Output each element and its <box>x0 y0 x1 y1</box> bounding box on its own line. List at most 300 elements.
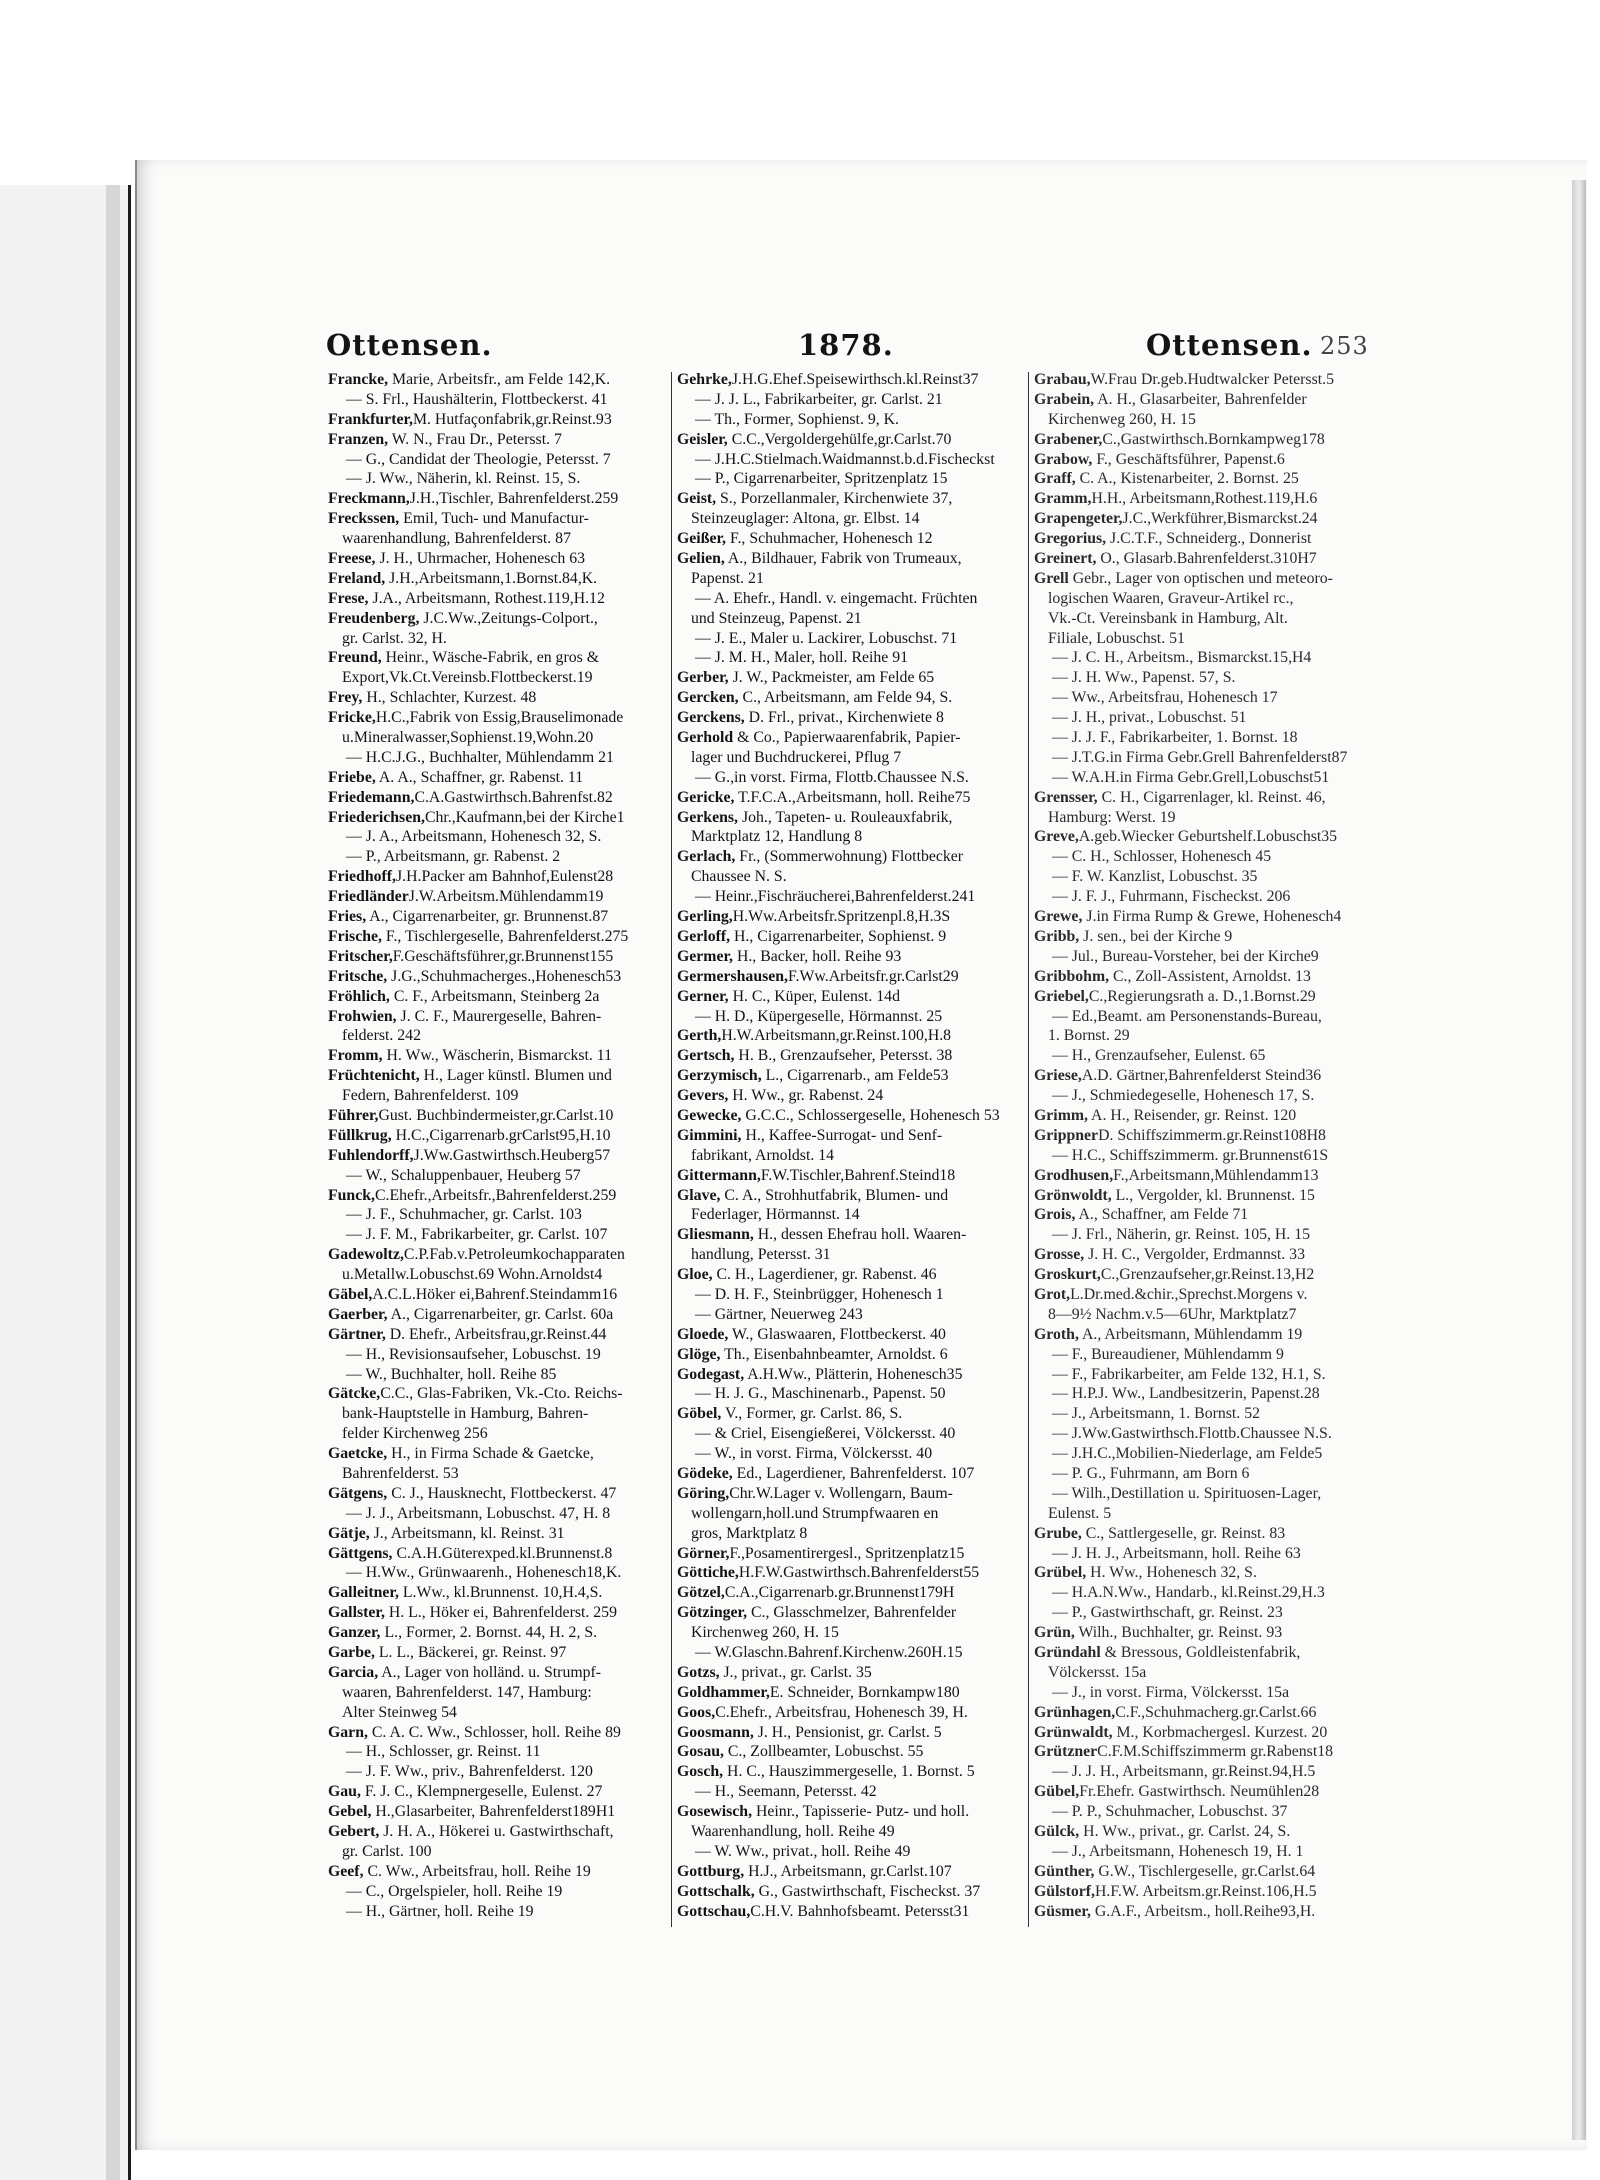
directory-sub-entry <box>677 1643 1022 1663</box>
entry-surname: Gärtner, <box>328 1325 386 1343</box>
directory-entry-continuation <box>328 1703 673 1723</box>
directory-sub-entry <box>677 410 1022 430</box>
entry-details: F., Tischlergeselle, Bahrenfelderst.275 <box>381 927 629 945</box>
directory-entry <box>328 1245 673 1265</box>
entry-details: — H., Revisionsaufseher, Lobuschst. 19 <box>346 1345 601 1363</box>
directory-sub-entry <box>1034 668 1379 688</box>
directory-entry <box>328 768 673 788</box>
directory-entry <box>1034 529 1379 549</box>
directory-entry <box>1034 1623 1379 1643</box>
entry-details: — H.P.J. Ww., Landbesitzerin, Papenst.28 <box>1052 1385 1320 1403</box>
entry-details: J.Ww.Gastwirthsch.Heuberg57 <box>413 1146 611 1164</box>
directory-sub-entry <box>677 1782 1022 1802</box>
directory-entry-continuation <box>677 867 1022 887</box>
directory-sub-entry <box>677 1007 1022 1027</box>
entry-surname: Goosmann, <box>677 1723 754 1741</box>
directory-entry-continuation <box>677 609 1022 629</box>
entry-details: J. H. C., Vergolder, Erdmannst. 33 <box>1084 1246 1305 1264</box>
directory-entry-continuation <box>677 1504 1022 1524</box>
directory-entry <box>328 1007 673 1027</box>
entry-details: J. H., Uhrmacher, Hohenesch 63 <box>375 550 586 568</box>
entry-details: J. sen., bei der Kirche 9 <box>1079 927 1233 945</box>
directory-sub-entry <box>1034 1444 1379 1464</box>
directory-entry <box>328 589 673 609</box>
directory-entry-continuation <box>328 629 673 649</box>
directory-sub-entry <box>328 1762 673 1782</box>
directory-sub-entry <box>1034 1802 1379 1822</box>
entry-details: D. Ehefr., Arbeitsfrau,gr.Reinst.44 <box>385 1325 607 1343</box>
entry-surname: Germershausen, <box>677 967 789 985</box>
directory-entry <box>1034 450 1379 470</box>
directory-sub-entry <box>677 1305 1022 1325</box>
entry-surname: Gevers, <box>677 1087 729 1105</box>
entry-surname: Godegast, <box>677 1365 745 1383</box>
page-edge <box>1572 180 1586 2140</box>
entry-details: Eulenst. 5 <box>1048 1504 1112 1522</box>
entry-surname: Grabener, <box>1034 430 1103 448</box>
entry-details: F., Geschäftsführer, Papenst.6 <box>1092 450 1285 468</box>
entry-details: H. Ww., Hohenesch 32, S. <box>1086 1564 1257 1582</box>
directory-entry <box>328 1802 673 1822</box>
entry-details: C.F.,Schuhmacherg.gr.Carlst.66 <box>1115 1703 1317 1721</box>
directory-sub-entry <box>328 1205 673 1225</box>
directory-sub-entry <box>328 748 673 768</box>
entry-details: — J., in vorst. Firma, Völckersst. 15a <box>1052 1683 1290 1701</box>
directory-entry <box>677 1265 1022 1285</box>
entry-details: H.Ww.Arbeitsfr.Spritzenpl.8,H.3S <box>732 908 951 926</box>
directory-entry-continuation <box>1034 1663 1379 1683</box>
directory-entry <box>328 808 673 828</box>
entry-details: C.,Gastwirthsch.Bornkampweg178 <box>1102 430 1325 448</box>
directory-sub-entry <box>328 450 673 470</box>
entry-details: — J. Ww., Näherin, kl. Reinst. 15, S. <box>346 470 581 488</box>
directory-sub-entry <box>328 847 673 867</box>
entry-surname: Griese, <box>1034 1067 1082 1085</box>
entry-details: V., Former, gr. Carlst. 86, S. <box>721 1405 903 1423</box>
directory-entry <box>1034 927 1379 947</box>
entry-details: F.,Arbeitsmann,Mühlendamm13 <box>1113 1166 1319 1184</box>
entry-surname: Fricke, <box>328 709 376 727</box>
entry-surname: Gelien, <box>677 550 725 568</box>
entry-details: H., Cigarrenarbeiter, Sophienst. 9 <box>730 927 947 945</box>
entry-details: — P. P., Schuhmacher, Lobuschst. 37 <box>1052 1803 1288 1821</box>
entry-details: gros, Marktplatz 8 <box>691 1524 808 1542</box>
directory-entry <box>1034 1126 1379 1146</box>
directory-entry <box>677 1583 1022 1603</box>
entry-details: J.A., Arbeitsmann, Rothest.119,H.12 <box>368 589 605 607</box>
entry-surname: Germer, <box>677 947 733 965</box>
entry-surname: Gosau, <box>677 1743 724 1761</box>
directory-entry <box>677 1186 1022 1206</box>
entry-details: J. W., Packmeister, am Felde 65 <box>728 669 935 687</box>
directory-sub-entry <box>1034 1603 1379 1623</box>
directory-entry <box>328 1663 673 1683</box>
directory-entry <box>328 1583 673 1603</box>
entry-details: — J. Frl., Näherin, gr. Reinst. 105, H. 15 <box>1052 1226 1311 1244</box>
directory-sub-entry <box>328 1166 673 1186</box>
entry-surname: Francke, <box>328 371 389 388</box>
entry-details: — H.Ww., Grünwaarenh., Hohenesch18,K. <box>346 1564 622 1582</box>
entry-details: — J. H. Ww., Papenst. 57, S. <box>1052 669 1236 687</box>
entry-surname: Gregorius, <box>1034 530 1107 548</box>
entry-details: L.Ww., kl.Brunnenst. 10,H.4,S. <box>398 1584 603 1602</box>
directory-sub-entry <box>1034 1464 1379 1484</box>
entry-details: C., Sattlergeselle, gr. Reinst. 83 <box>1081 1524 1286 1542</box>
directory-entry-continuation <box>1034 629 1379 649</box>
directory-entry <box>328 430 673 450</box>
entry-surname: Freckssen, <box>328 510 400 528</box>
entry-details: — G.,in vorst. Firma, Flottb.Chaussee N.S. <box>695 768 969 786</box>
entry-surname: Grabein, <box>1034 390 1095 408</box>
directory-sub-entry <box>328 1504 673 1524</box>
directory-entry-continuation <box>677 1245 1022 1265</box>
directory-entry-continuation <box>328 668 673 688</box>
entry-details: — J. A., Arbeitsmann, Hohenesch 32, S. <box>346 828 602 846</box>
directory-entry-continuation <box>328 728 673 748</box>
directory-sub-entry <box>677 450 1022 470</box>
entry-details: Vk.-Ct. Vereinsbank in Hamburg, Alt. <box>1048 609 1288 627</box>
directory-entry <box>328 1643 673 1663</box>
entry-surname: Funck, <box>328 1186 375 1204</box>
entry-details: fabrikant, Arnoldst. 14 <box>691 1146 835 1164</box>
entry-surname: Frankfurter, <box>328 410 413 428</box>
directory-sub-entry <box>1034 1762 1379 1782</box>
entry-details: Ed., Lagerdiener, Bahrenfelderst. 107 <box>732 1464 975 1482</box>
directory-entry <box>1034 1563 1379 1583</box>
directory-entry <box>328 688 673 708</box>
entry-details: Steinzeuglager: Altona, gr. Elbst. 14 <box>691 510 920 528</box>
directory-sub-entry <box>328 1563 673 1583</box>
directory-entry <box>328 489 673 509</box>
entry-surname: Gericke, <box>677 788 735 806</box>
directory-sub-entry <box>1034 1424 1379 1444</box>
entry-details: waarenhandlung, Bahrenfelderst. 87 <box>342 530 571 548</box>
directory-entry-continuation <box>677 569 1022 589</box>
entry-details: C., Glasschmelzer, Bahrenfelder <box>747 1604 957 1622</box>
entry-details: C. H., Lagerdiener, gr. Rabenst. 46 <box>712 1266 937 1284</box>
directory-entry <box>328 788 673 808</box>
directory-entry <box>328 1305 673 1325</box>
directory-entry <box>677 489 1022 509</box>
entry-details: C. F., Arbeitsmann, Steinberg 2a <box>389 987 600 1005</box>
entry-details: J.W.Arbeitsm.Mühlendamm19 <box>408 888 604 906</box>
directory-entry <box>328 1782 673 1802</box>
entry-details: — P., Arbeitsmann, gr. Rabenst. 2 <box>346 848 561 866</box>
header-year: 1878. <box>798 328 894 362</box>
entry-details: C., Zollbeamter, Lobuschst. 55 <box>723 1743 924 1761</box>
entry-details: & Bressous, Goldleistenfabrik, <box>1100 1644 1301 1661</box>
entry-surname: Gercken, <box>677 689 739 707</box>
entry-details: Filiale, Lobuschst. 51 <box>1048 629 1185 647</box>
entry-details: A. H., Reisender, gr. Reinst. 120 <box>1087 1106 1297 1124</box>
entry-details: A., Schaffner, am Felde 71 <box>1075 1206 1249 1224</box>
directory-entry <box>677 529 1022 549</box>
entry-surname: Gottschau, <box>677 1902 751 1920</box>
entry-details: L.Dr.med.&chir.,Sprechst.Morgens v. <box>1070 1285 1308 1303</box>
directory-entry <box>677 1484 1022 1504</box>
entry-details: H.F.W. Arbeitsm.gr.Reinst.106,H.5 <box>1095 1882 1317 1900</box>
entry-surname: Gerloff, <box>677 927 731 945</box>
directory-entry <box>677 847 1022 867</box>
entry-surname: Grimm, <box>1034 1106 1088 1124</box>
entry-details: H. Ww., gr. Rabenst. 24 <box>728 1087 884 1105</box>
entry-surname: Gertsch, <box>677 1047 735 1065</box>
entry-details: — G., Candidat der Theologie, Petersst. 7 <box>346 450 611 468</box>
entry-surname: Gebel, <box>328 1803 372 1821</box>
directory-sub-entry <box>677 390 1022 410</box>
directory-entry <box>328 370 673 390</box>
entry-surname: Grodhusen, <box>1034 1166 1114 1184</box>
directory-sub-entry <box>677 629 1022 649</box>
directory-sub-entry <box>1034 887 1379 907</box>
directory-entry-continuation <box>677 509 1022 529</box>
directory-sub-entry <box>677 589 1022 609</box>
directory-sub-entry <box>1034 1225 1379 1245</box>
directory-entry <box>328 867 673 887</box>
entry-details: C.F.M.Schiffszimmerm gr.Rabenst18 <box>1097 1743 1333 1761</box>
directory-entry <box>328 549 673 569</box>
directory-entry-continuation <box>1034 1504 1379 1524</box>
entry-surname: Grünwaldt, <box>1034 1723 1113 1741</box>
directory-entry <box>677 1026 1022 1046</box>
entry-surname: Gätcke, <box>328 1385 381 1403</box>
entry-surname: Gerth, <box>677 1027 722 1045</box>
entry-details: — J. M. H., Maler, holl. Reihe 91 <box>695 649 909 667</box>
entry-details: F.Ww.Arbeitsfr.gr.Carlst29 <box>788 967 959 985</box>
entry-surname: Fries, <box>328 908 367 926</box>
entry-details: F.,Posamentirergesl., Spritzenplatz15 <box>729 1544 965 1562</box>
directory-entry <box>677 1225 1022 1245</box>
entry-details: D. Schiffszimmerm.gr.Reinst108H8 <box>1098 1126 1326 1144</box>
entry-details: wollengarn,holl.und Strumpfwaaren en <box>691 1504 939 1522</box>
directory-sub-entry <box>328 1882 673 1902</box>
directory-column-1 <box>328 370 673 1921</box>
entry-details: A., Cigarrenarbeiter, gr. Brunnenst.87 <box>366 908 609 926</box>
directory-entry <box>1034 1106 1379 1126</box>
entry-details: Völckersst. 15a <box>1048 1663 1147 1681</box>
entry-details: — J., Arbeitsmann, 1. Bornst. 52 <box>1052 1405 1260 1423</box>
entry-details: H. B., Grenzaufseher, Petersst. 38 <box>734 1047 953 1065</box>
entry-details: lager und Buchdruckerei, Pflug 7 <box>691 748 902 766</box>
entry-surname: Gehrke, <box>677 371 732 388</box>
entry-details: — Jul., Bureau-Vorsteher, bei der Kirche9 <box>1052 947 1319 965</box>
directory-entry <box>1034 1902 1379 1922</box>
column-divider <box>1028 372 1029 1927</box>
entry-details: gr. Carlst. 100 <box>342 1842 432 1860</box>
entry-details: C.A.Gastwirthsch.Bahrenfst.82 <box>414 788 613 806</box>
entry-surname: Gerber, <box>677 669 729 687</box>
directory-entry <box>677 907 1022 927</box>
entry-surname: Göttiche, <box>677 1564 739 1582</box>
directory-entry <box>677 370 1022 390</box>
entry-surname: Görner, <box>677 1544 730 1562</box>
entry-surname: Gottburg, <box>677 1862 745 1880</box>
directory-sub-entry <box>1034 1365 1379 1385</box>
entry-details: — Heinr.,Fischräucherei,Bahrenfelderst.241 <box>695 888 976 906</box>
entry-details: C., Zoll-Assistent, Arnoldst. 13 <box>1109 967 1311 985</box>
directory-entry <box>1034 1643 1379 1663</box>
entry-details: H., Backer, holl. Reihe 93 <box>733 947 902 965</box>
directory-sub-entry <box>677 1384 1022 1404</box>
entry-surname: Grell <box>1034 569 1069 587</box>
directory-sub-entry <box>1034 648 1379 668</box>
directory-entry-continuation <box>328 1404 673 1424</box>
entry-surname: Graff, <box>1034 470 1076 488</box>
directory-entry-continuation <box>677 1146 1022 1166</box>
entry-details: C.,Grenzaufseher,gr.Reinst.13,H2 <box>1100 1266 1315 1284</box>
directory-entry <box>677 1046 1022 1066</box>
entry-details: — H.C., Schiffszimmerm. gr.Brunnenst61S <box>1052 1146 1329 1164</box>
entry-details: Waarenhandlung, holl. Reihe 49 <box>691 1823 895 1841</box>
entry-surname: Gerner, <box>677 987 729 1005</box>
directory-sub-entry <box>328 1902 673 1922</box>
directory-entry <box>1034 390 1379 410</box>
entry-surname: Galleitner, <box>328 1584 399 1602</box>
entry-details: H. Ww., Wäscherin, Bismarckst. 11 <box>382 1047 612 1065</box>
directory-entry <box>677 1086 1022 1106</box>
entry-details: J.H.Packer am Bahnhof,Eulenst28 <box>396 868 614 886</box>
entry-details: Kirchenweg 260, H. 15 <box>691 1624 839 1642</box>
entry-surname: Frey, <box>328 689 363 707</box>
directory-entry <box>677 1106 1022 1126</box>
directory-entry <box>1034 1742 1379 1762</box>
directory-entry <box>328 927 673 947</box>
entry-surname: Gründahl <box>1034 1644 1101 1661</box>
directory-entry <box>677 1683 1022 1703</box>
directory-entry <box>328 1106 673 1126</box>
directory-entry <box>677 1166 1022 1186</box>
entry-surname: Freckmann, <box>328 490 410 508</box>
entry-details: — W.A.H.in Firma Gebr.Grell,Lobuschst51 <box>1052 768 1330 786</box>
entry-surname: Günther, <box>1034 1862 1095 1880</box>
entry-details: J., privat., gr. Carlst. 35 <box>719 1663 872 1681</box>
entry-details: — & Criel, Eisengießerei, Völckersst. 40 <box>695 1425 956 1443</box>
entry-details: Export,Vk.Ct.Vereinsb.Flottbeckerst.19 <box>342 669 593 687</box>
directory-sub-entry <box>677 1842 1022 1862</box>
entry-details: — Ww., Arbeitsfrau, Hohenesch 17 <box>1052 689 1278 707</box>
entry-surname: Götzinger, <box>677 1604 748 1622</box>
directory-entry <box>328 1146 673 1166</box>
entry-details: — J.H.C.,Mobilien-Niederlage, am Felde5 <box>1052 1445 1323 1463</box>
directory-entry-continuation <box>1034 1026 1379 1046</box>
directory-entry <box>677 1603 1022 1623</box>
directory-entry <box>677 1404 1022 1424</box>
entry-surname: Gaerber, <box>328 1305 388 1323</box>
entry-details: — D. H. F., Steinbrügger, Hohenesch 1 <box>695 1285 944 1303</box>
entry-details: — W., in vorst. Firma, Völckersst. 40 <box>695 1445 933 1463</box>
entry-surname: Gülck, <box>1034 1823 1080 1841</box>
entry-surname: Göbel, <box>677 1405 722 1423</box>
directory-entry <box>677 549 1022 569</box>
entry-surname: Grün, <box>1034 1624 1075 1642</box>
entry-details: A., Arbeitsmann, Mühlendamm 19 <box>1078 1325 1303 1343</box>
entry-details: u.Mineralwasser,Sophienst.19,Wohn.20 <box>342 729 594 747</box>
entry-details: F.Geschäftsführer,gr.Brunnenst155 <box>392 947 614 965</box>
directory-entry <box>328 1544 673 1564</box>
entry-details: — J. H. J., Arbeitsmann, holl. Reihe 63 <box>1052 1544 1301 1562</box>
directory-entry-continuation <box>328 1683 673 1703</box>
entry-details: C.C.,Vergoldergehülfe,gr.Carlst.70 <box>727 430 952 448</box>
directory-entry <box>328 1186 673 1206</box>
entry-details: Fr., (Sommerwohnung) Flottbecker <box>735 848 964 866</box>
entry-surname: Güsmer, <box>1034 1902 1091 1920</box>
entry-surname: Gerlach, <box>677 848 736 866</box>
directory-entry-continuation <box>1034 589 1379 609</box>
entry-details: G.W., Tischlergeselle, gr.Carlst.64 <box>1094 1862 1316 1880</box>
directory-entry-continuation <box>1034 410 1379 430</box>
directory-entry <box>1034 489 1379 509</box>
entry-surname: Friebe, <box>328 768 376 786</box>
entry-details: — C., Orgelspieler, holl. Reihe 19 <box>346 1882 563 1900</box>
entry-surname: Goldhammer, <box>677 1683 770 1701</box>
directory-entry <box>1034 1166 1379 1186</box>
entry-details: — W., Schaluppenbauer, Heuberg 57 <box>346 1166 581 1184</box>
directory-entry <box>328 1723 673 1743</box>
entry-details: — H., Seemann, Petersst. 42 <box>695 1783 877 1801</box>
entry-details: Federlager, Hörmannst. 14 <box>691 1206 860 1224</box>
entry-surname: Grois, <box>1034 1206 1076 1224</box>
entry-details: — H., Grenzaufseher, Eulenst. 65 <box>1052 1047 1266 1065</box>
page-gutter-shadow <box>106 185 120 2180</box>
entry-details: Hamburg: Werst. 19 <box>1048 808 1176 826</box>
entry-surname: Grippner <box>1034 1126 1099 1144</box>
entry-details: — J. F. J., Fuhrmann, Fischeckst. 206 <box>1052 888 1291 906</box>
entry-details: C., Arbeitsmann, am Felde 94, S. <box>738 689 953 707</box>
entry-surname: Gerhold <box>677 729 734 747</box>
entry-surname: Früchtenicht, <box>328 1067 420 1085</box>
entry-details: — P., Cigarrenarbeiter, Spritzenplatz 15 <box>695 470 948 488</box>
entry-surname: Gadewoltz, <box>328 1246 404 1264</box>
directory-sub-entry <box>328 390 673 410</box>
entry-details: H., Lager künstl. Blumen und <box>419 1067 612 1085</box>
entry-details: und Steinzeug, Papenst. 21 <box>691 609 862 627</box>
entry-details: — Wilh.,Destillation u. Spirituosen-Lager, <box>1052 1484 1322 1502</box>
entry-surname: Gribbohm, <box>1034 967 1110 985</box>
directory-entry <box>1034 1862 1379 1882</box>
directory-entry-continuation <box>328 1424 673 1444</box>
entry-surname: Geißer, <box>677 530 726 548</box>
directory-sub-entry <box>1034 1086 1379 1106</box>
entry-surname: Greve, <box>1034 828 1079 846</box>
directory-sub-entry <box>1034 688 1379 708</box>
entry-surname: Geist, <box>677 490 717 508</box>
entry-details: — W. Ww., privat., holl. Reihe 49 <box>695 1842 911 1860</box>
directory-entry <box>328 1285 673 1305</box>
entry-surname: Gübel, <box>1034 1783 1080 1801</box>
entry-surname: Gödeke, <box>677 1464 733 1482</box>
entry-surname: Gottschalk, <box>677 1882 755 1900</box>
entry-details: J. H. A., Hökerei u. Gastwirthschaft, <box>379 1823 614 1841</box>
entry-surname: Glöge, <box>677 1345 721 1363</box>
entry-details: — J.H.C.Stielmach.Waidmannst.b.d.Fischeckst <box>695 450 995 468</box>
entry-details: J.C.T.F., Schneiderg., Donnerist <box>1106 530 1312 548</box>
directory-entry <box>328 708 673 728</box>
directory-entry <box>677 1703 1022 1723</box>
entry-surname: Gloe, <box>677 1266 713 1284</box>
directory-entry <box>328 967 673 987</box>
directory-sub-entry <box>1034 1007 1379 1027</box>
entry-surname: Göring, <box>677 1484 730 1502</box>
entry-details: C.C., Glas-Fabriken, Vk.-Cto. Reichs- <box>380 1385 623 1403</box>
entry-details: Chr.,Kaufmann,bei der Kirche1 <box>424 808 625 826</box>
entry-details: L., Vergolder, kl. Brunnenst. 15 <box>1111 1186 1315 1204</box>
entry-surname: Friederichsen, <box>328 808 425 826</box>
entry-details: logischen Waaren, Graveur-Artikel rc., <box>1048 589 1294 607</box>
entry-details: C.A.H.Güterexped.kl.Brunnenst.8 <box>392 1544 613 1562</box>
previous-page-edge <box>0 185 131 2180</box>
entry-surname: Franzen, <box>328 430 389 448</box>
entry-surname: Goos, <box>677 1703 716 1721</box>
